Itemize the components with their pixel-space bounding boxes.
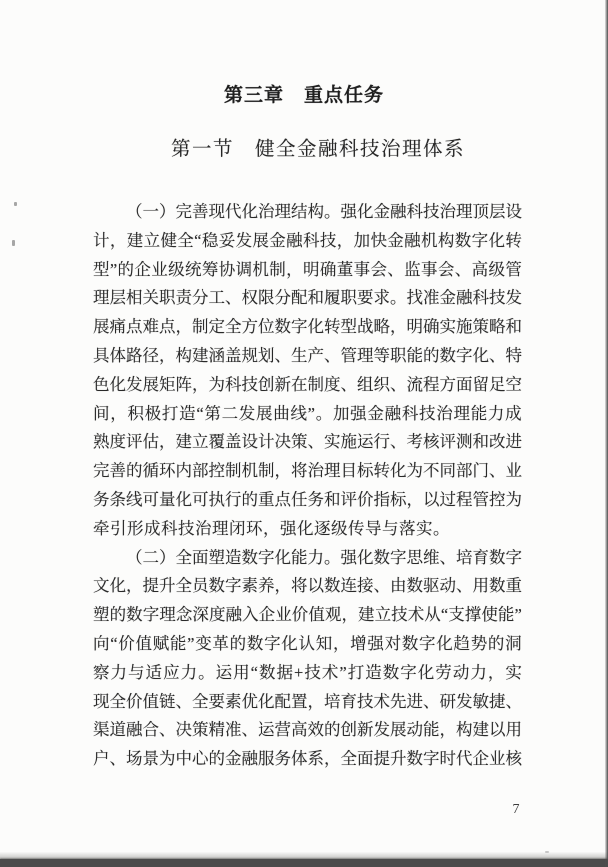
body-text-line: （ 一 ） 完 善 现 代 化 治 理 结 构 。 强 化 金 融 科 技 治 理 顶 层 设	[126, 202, 522, 221]
scan-speckle	[12, 240, 15, 246]
body-text-line: 色 化 发 展 矩 阵 ， 为 科 技 创 新 在 制 度 、 组 织 、 流 程 方 面 留 足 空	[93, 374, 522, 394]
body-text-line: 牵引形成科技治理闭环，强化逐级传导与落实。	[93, 518, 450, 538]
scan-speckle	[14, 202, 17, 206]
body-text	[93, 198, 522, 774]
scan-edge-bottom-mottle	[0, 852, 608, 859]
body-text-line: （ 二 ） 全 面 塑 造 数 字 化 能 力 。 强 化 数 字 思 维 、 培 育 数 字	[126, 547, 522, 567]
body-text-line: 完 善 的 循 环 内 部 控 制 机 制 ， 将 治 理 目 标 转 化 为 不 同 部 门 、 业	[93, 461, 522, 481]
body-text-line: 理 层 相 关 职 责 分 工 、 权 限 分 配 和 履 职 要 求 。 找 准 金 融 科 技 发	[93, 288, 522, 308]
scan-edge-bottom	[0, 852, 608, 867]
body-text-line: 文 化 ， 提 升 全 员 数 字 素 养 ， 将 以 数 连 接 、 由 数 驱 动 、 用 数 重	[93, 576, 522, 596]
body-text-line: 户 、 场 景 为 中 心 的 金 融 服 务 体 系 ， 全 面 提 升 数 字 时 代 企 业 核	[93, 749, 522, 769]
body-text-line: 向 “ 价 值 赋 能 ” 变 革 的 数 字 化 认 知 ， 增 强 对 数 字 化 趋 势 的 洞	[93, 633, 522, 653]
body-text-line: 渠 道 融 合 、 决 策 精 准 、 运 营 高 效 的 创 新 发 展 动 能 ， 构 建 以 用	[93, 720, 522, 740]
page-number: 7	[512, 802, 520, 817]
body-text-line: 察 力 与 适 应 力 。 运 用 “ 数 据 + 技 术 ” 打 造 数 字 化 劳 动 力 ， 实	[93, 662, 522, 682]
body-text-line: 塑 的 数 字 理 念 深 度 融 入 企 业 价 值 观 ， 建 立 技 术 从 “ 支 撑 使 能 ”	[93, 605, 522, 625]
chapter-title: 第三章 重点任务	[223, 85, 384, 106]
body-text-line: 具 体 路 径 ， 构 建 涵 盖 规 划 、 生 产 、 管 理 等 职 能 的 数 字 化 、 特	[93, 345, 522, 365]
body-text-line: 间 ， 积 极 打 造 “ 第 二 发 展 曲 线 ” 。 加 强 金 融 科 技 治 理 能 力 成	[93, 403, 522, 423]
body-text-line: 现 全 价 值 链 、 全 要 素 优 化 配 置 ， 培 育 技 术 先 进 、 研 发 敏 捷 、	[93, 691, 522, 711]
body-text-line: 型 ” 的 企 业 级 统 筹 协 调 机 制 ， 明 确 董 事 会 、 监 事 会 、 高 级 管	[93, 259, 522, 279]
body-text-line: 熟 度 评 估 ， 建 立 覆 盖 设 计 决 策 、 实 施 运 行 、 考 核 评 测 和 改 进	[93, 432, 522, 452]
body-text-line: 务 条 线 可 量 化 可 执 行 的 重 点 任 务 和 评 价 指 标 ， 以 过 程 管 控 为	[93, 489, 522, 509]
body-text-line: 展 痛 点 难 点 ， 制 定 全 方 位 数 字 化 转 型 战 略 ， 明 确 实 施 策 略 和	[93, 317, 522, 337]
body-text-line: 计 ， 建 立 健 全 “ 稳 妥 发 展 金 融 科 技 ， 加 快 金 融 机 构 数 字 化 转	[93, 230, 522, 250]
section-title: 第一节 健全金融科技治理体系	[170, 139, 465, 160]
scan-edge-bottom-dark	[0, 859, 608, 867]
